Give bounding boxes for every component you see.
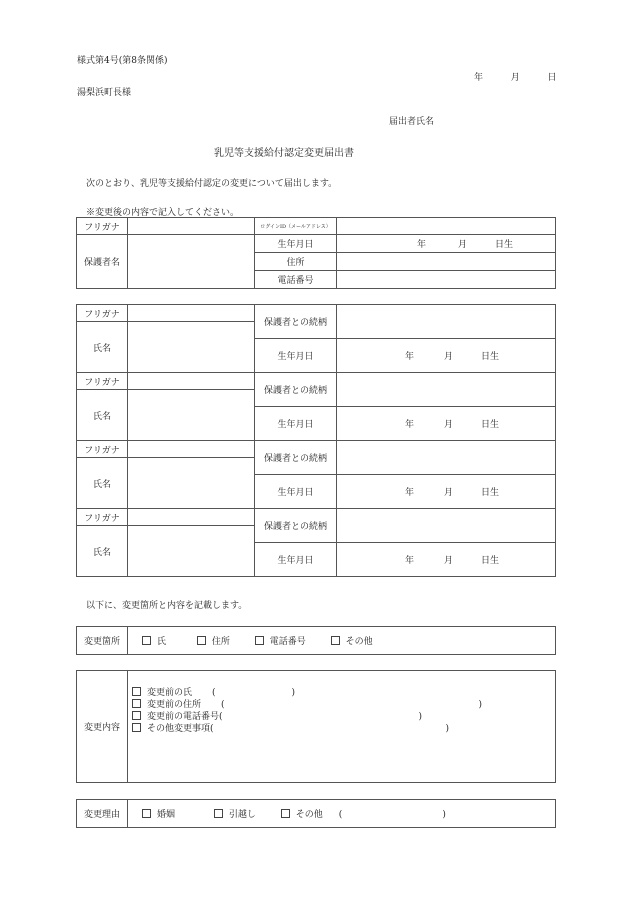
child-birth-year: 年 [405,488,415,498]
child-birthdate-field[interactable] [337,475,556,509]
child-birthdate-label: 生年月日 [255,407,337,441]
option-phone[interactable]: 電話番号 [255,634,306,647]
guardian-phone-label: 電話番号 [255,271,337,289]
guardian-name-label: 保護者名 [77,235,128,289]
option-address[interactable]: 住所 [197,634,230,647]
guardian-address-field[interactable] [337,253,556,271]
checkbox-icon [255,636,264,645]
intro-text: 次のとおり、乳児等支援給付認定の変更について届出します。 [86,179,338,189]
child-furigana-label: フリガナ [77,305,128,322]
note-text: ※変更後の内容で記入してください。 [86,208,240,218]
child-birthdate-label: 生年月日 [255,543,337,577]
guardian-table [76,217,556,289]
child-furigana-field[interactable] [128,373,255,390]
change-line-surname[interactable]: 変更前の氏 ( ) [132,687,551,699]
child-name-label: 氏名 [77,458,128,509]
reason-other[interactable]: その他 ( ) [281,807,446,820]
child-birth-month: 月 [444,556,454,566]
child-birth-month: 月 [444,420,454,430]
change-content-label: 変更内容 [77,671,128,783]
child-name-label: 氏名 [77,390,128,441]
checkbox-icon [142,809,151,818]
child-name-field[interactable] [128,322,255,373]
children-table [76,304,556,577]
guardian-furigana-label: フリガナ [77,218,128,235]
change-line-other[interactable]: その他変更事項( ) [132,723,551,735]
child-relation-label: 保護者との続柄 [255,441,337,475]
child-birth-year: 年 [405,556,415,566]
birth-day-label: 日生 [495,240,514,250]
child-relation-label: 保護者との続柄 [255,305,337,339]
change-reason-label: 変更理由 [77,800,128,828]
child-relation-label: 保護者との続柄 [255,509,337,543]
checkbox-icon [142,636,151,645]
checkbox-icon [132,699,141,708]
birth-month-label: 月 [458,240,468,250]
addressee: 湯梨浜町長様 [77,88,132,98]
page-title: 乳児等支援給付認定変更届出書 [214,148,354,159]
birth-year-label: 年 [417,240,427,250]
child-birth-day: 日生 [481,352,500,362]
option-other[interactable]: その他 [331,634,373,647]
checkbox-icon [281,809,290,818]
guardian-address-label: 住所 [255,253,337,271]
checkbox-icon [132,687,141,696]
child-birth-month: 月 [444,352,454,362]
date-day-label: 日 [547,73,557,83]
reason-marriage[interactable]: 婚姻 [142,807,175,820]
child-birthdate-label: 生年月日 [255,339,337,373]
checkbox-icon [331,636,340,645]
change-line-phone[interactable]: 変更前の電話番号( ) [132,711,551,723]
change-location-table [76,626,556,655]
child-name-label: 氏名 [77,526,128,577]
login-id-label: ログインID（メールアドレス） [255,218,337,235]
reason-moving[interactable]: 引越し [214,807,256,820]
child-furigana-field[interactable] [128,509,255,526]
child-birth-month: 月 [444,488,454,498]
child-name-label: 氏名 [77,322,128,373]
checkbox-icon [132,711,141,720]
change-line-address[interactable]: 変更前の住所 ( ) [132,699,551,711]
guardian-name-field[interactable] [128,235,255,289]
child-name-field[interactable] [128,526,255,577]
child-furigana-label: フリガナ [77,441,128,458]
guardian-birthdate-field[interactable] [337,235,556,253]
child-birthdate-field[interactable] [337,339,556,373]
child-relation-label: 保護者との続柄 [255,373,337,407]
form-number: 様式第4号(第8条関係) [77,56,168,66]
applicant-name-label: 届出者氏名 [389,117,435,127]
child-relation-field[interactable] [337,509,556,543]
child-birth-day: 日生 [481,488,500,498]
date-month-label: 月 [510,73,520,83]
child-furigana-label: フリガナ [77,509,128,526]
child-birth-day: 日生 [481,556,500,566]
change-reason-table [76,799,556,828]
child-birthdate-field[interactable] [337,407,556,441]
child-name-field[interactable] [128,390,255,441]
child-relation-field[interactable] [337,441,556,475]
child-name-field[interactable] [128,458,255,509]
child-birth-year: 年 [405,352,415,362]
child-furigana-field[interactable] [128,305,255,322]
checkbox-icon [132,723,141,732]
change-content-table [76,670,556,783]
guardian-phone-field[interactable] [337,271,556,289]
option-surname[interactable]: 氏 [142,634,166,647]
child-birthdate-label: 生年月日 [255,475,337,509]
header-date [474,70,557,83]
below-text: 以下に、変更箇所と内容を記載します。 [86,601,248,611]
login-id-field[interactable] [337,218,556,235]
date-year-label: 年 [474,73,484,83]
child-relation-field[interactable] [337,373,556,407]
checkbox-icon [197,636,206,645]
child-birth-day: 日生 [481,420,500,430]
child-birth-year: 年 [405,420,415,430]
checkbox-icon [214,809,223,818]
change-location-label: 変更箇所 [77,627,128,655]
child-relation-field[interactable] [337,305,556,339]
child-furigana-label: フリガナ [77,373,128,390]
child-birthdate-field[interactable] [337,543,556,577]
child-furigana-field[interactable] [128,441,255,458]
guardian-birthdate-label: 生年月日 [255,235,337,253]
guardian-furigana-field[interactable] [128,218,255,235]
